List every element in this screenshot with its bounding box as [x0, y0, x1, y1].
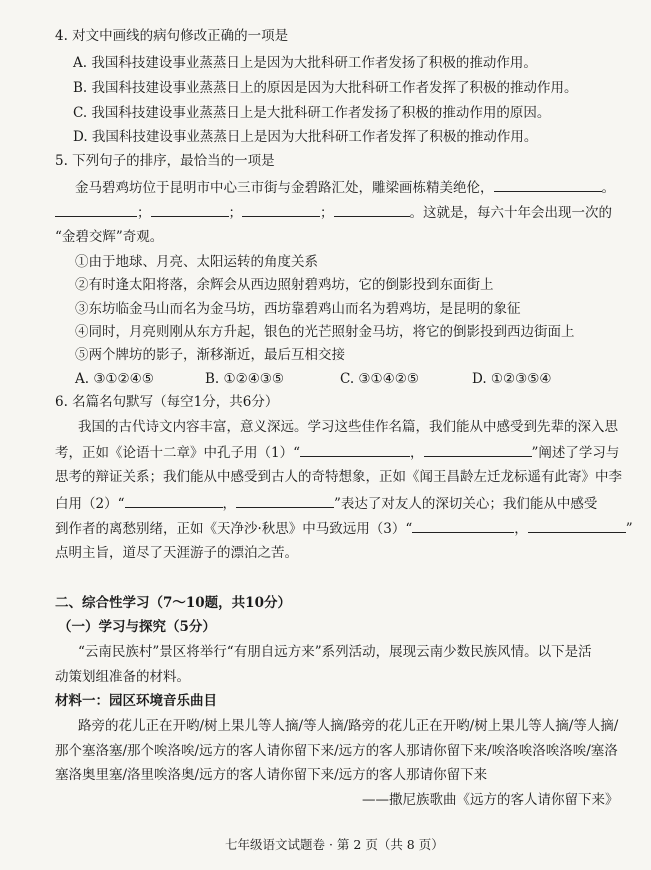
q6-text: ”阐述了学习与	[531, 445, 620, 461]
lyrics-line1: 路旁的花儿正在开哟/树上果儿等人摘/等人摘/路旁的花儿正在开哟/树上果儿等人摘/等人摘/	[78, 718, 619, 734]
q6-comma: ，	[410, 445, 424, 461]
q5-sep: ；	[137, 205, 151, 221]
q5-item-4: ④同时，月亮则刚从东方升起，银色的光芒照射金马坊，将它的倒影投到西边街面上	[75, 324, 575, 340]
q5-item-1: ①由于地球、月亮、太阳运转的角度关系	[75, 254, 318, 270]
intro-line1: “云南民族村”景区将举行“有朋自远方来”系列活动，展现云南少数民族风情。以下是活	[78, 644, 592, 660]
q4-option-c: C. 我国科技建设事业蒸蒸日上是大批科研工作者发扬了积极的推动作用的原因。	[73, 105, 551, 121]
q5-blank-5	[334, 203, 410, 217]
q6-blank-3a	[412, 519, 514, 533]
q6-stem: 6. 名篇名句默写（每空1分，共6分）	[55, 394, 279, 410]
q5-blank-3	[151, 203, 229, 217]
q4-option-d: D. 我国科技建设事业蒸蒸日上是因为大批科研工作者发挥了积极的推动作用。	[73, 129, 538, 145]
lyrics-source: ——撒尼族歌曲《远方的客人请你留下来》	[362, 792, 619, 808]
q6-text: ”表达了对友人的深切关心；我们能从中感受	[334, 496, 598, 512]
q5-option-a: A. ③①②④⑤	[75, 371, 154, 387]
lyrics-line3: 塞洛奥里塞/洛里唉洛奥/远方的客人请你留下来/远方的客人那请你留下来	[55, 767, 488, 783]
q6-line5	[55, 519, 633, 538]
material-title: 材料一：园区环境音乐曲目	[55, 693, 217, 709]
q5-option-b: B. ①②④③⑤	[205, 371, 285, 387]
q5-stem: 5. 下列句子的排序，最恰当的一项是	[55, 153, 275, 169]
q6-blank-1b	[424, 443, 532, 457]
q4-option-a: A. 我国科技建设事业蒸蒸日上是因为大批科研工作者发扬了积极的推动作用。	[73, 55, 537, 71]
q5-blank-1	[494, 178, 602, 192]
q5-sep: ；	[228, 205, 242, 221]
q6-text: 白用（2）“	[55, 496, 125, 512]
q6-comma: ，	[514, 521, 528, 537]
section-2-subheading: （一）学习与探究（5分）	[58, 619, 216, 635]
q6-blank-1a	[300, 443, 410, 457]
q5-passage-line2	[55, 203, 612, 222]
q5-blank-2	[55, 203, 137, 217]
q6-text: 考，正如《论语十二章》中孔子用（1）“	[55, 445, 300, 461]
q5-passage-line1	[75, 178, 615, 197]
q4-stem: 4. 对文中画线的病句修改正确的一项是	[55, 28, 289, 44]
q5-item-2: ②有时逢太阳将落，余辉会从西边照射碧鸡坊，它的倒影投到东面街上	[75, 277, 494, 293]
section-2-heading: 二、综合性学习（7～10题，共10分）	[55, 595, 291, 611]
q5-passage-text1: 金马碧鸡坊位于昆明市中心三市街与金碧路汇处，雕梁画栋精美绝伦，	[75, 180, 494, 196]
q5-passage-line3: “金碧交辉”奇观。	[55, 229, 164, 245]
intro-line2: 动策划组准备的材料。	[55, 669, 190, 685]
q6-line4	[55, 494, 597, 513]
q6-line1: 我国的古代诗文内容丰富，意义深远。学习这些佳作名篇，我们能从中感受到先辈的深入思	[78, 419, 618, 435]
lyrics-line2: 那个塞洛塞/那个唉洛唉/远方的客人请你留下来/远方的客人那请你留下来/唉洛唉洛唉洛唉/塞洛	[55, 743, 618, 759]
q6-blank-2a	[125, 494, 223, 508]
q6-line2	[55, 443, 619, 462]
q5-option-d: D. ①②③⑤④	[472, 371, 552, 387]
page-footer: 七年级语文试题卷 · 第 2 页（共 8 页）	[225, 837, 444, 852]
q5-sep: ；	[320, 205, 334, 221]
q5-item-5: ⑤两个牌坊的影子，渐移渐近，最后互相交接	[75, 347, 345, 363]
q6-line3: 思考的辩证关系；我们能从中感受到古人的奇特想象，正如《闻王昌龄左迁龙标遥有此寄》中李	[55, 469, 622, 485]
q6-line6: 点明主旨，道尽了天涯游子的漂泊之苦。	[55, 545, 298, 561]
q6-blank-2b	[236, 494, 334, 508]
q6-text: ”	[625, 521, 633, 537]
q5-blank-4	[242, 203, 320, 217]
q5-option-c: C. ③①④②⑤	[340, 371, 419, 387]
q5-punct: 。	[601, 180, 615, 196]
q5-passage-text2: 。这就是，每六十年会出现一次的	[409, 205, 612, 221]
q6-comma: ，	[222, 496, 236, 512]
q4-option-b: B. 我国科技建设事业蒸蒸日上的原因是因为大批科研工作者发挥了积极的推动作用。	[73, 80, 578, 96]
q5-item-3: ③东坊临金马山而名为金马坊，西坊靠碧鸡山而名为碧鸡坊，是昆明的象征	[75, 301, 521, 317]
q6-text: 到作者的离愁别绪，正如《天净沙·秋思》中马致远用（3）“	[55, 521, 413, 537]
q6-blank-3b	[528, 519, 626, 533]
